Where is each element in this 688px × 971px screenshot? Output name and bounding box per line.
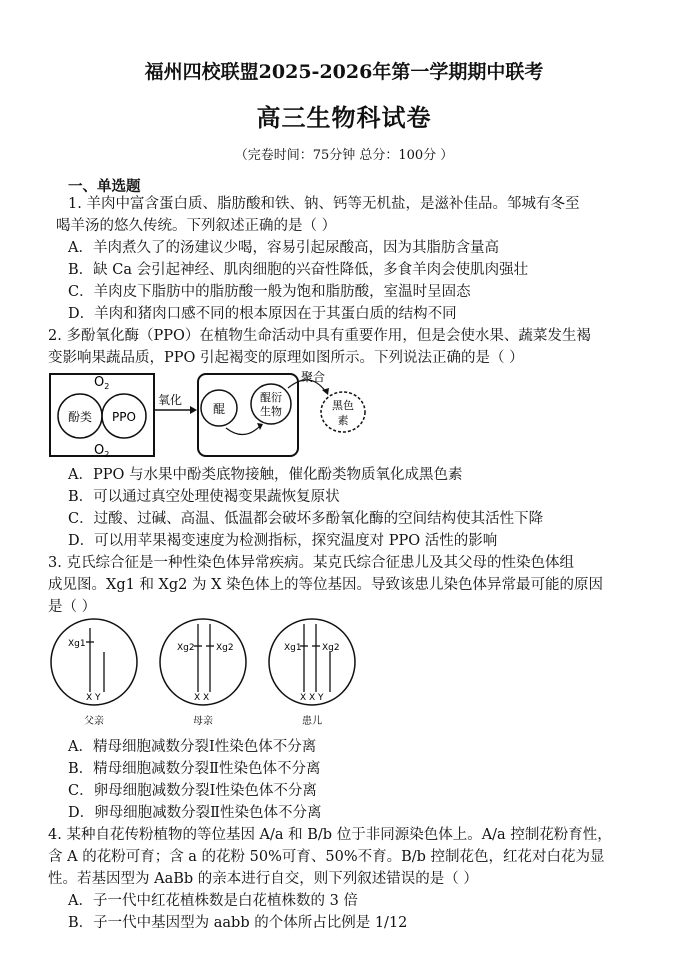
section-heading: 一、单选题 [68, 178, 141, 195]
oxidize-arrowhead [190, 406, 197, 414]
ppo-label: PPO [112, 410, 136, 424]
conversion-curve-arrow [226, 426, 260, 435]
father-sex-chromosomes: X Y [86, 693, 101, 703]
q2-stem-line2: 变影响果蔬品质，PPO 引起褐变的原理如图所示。下列说法正确的是（ ） [48, 350, 524, 366]
q2-option-a: A．PPO 与水果中酚类底物接触，催化酚类物质氧化成黑色素 [68, 467, 463, 483]
q3-option-b: B．精母细胞减数分裂Ⅱ性染色体不分离 [68, 761, 321, 777]
exam-meta: （完卷时间：75分钟 总分：100分 ） [234, 148, 454, 163]
exam-title: 福州四校联盟2025-2026年第一学期期中联考 [144, 61, 544, 83]
q1-option-a: A．羊肉煮久了的汤建议少喝，容易引起尿酸高，因为其脂肪含量高 [68, 240, 499, 256]
mother-caption: 母亲 [193, 716, 213, 727]
q3-option-d: D．卵母细胞减数分裂Ⅱ性染色体不分离 [68, 805, 322, 821]
ppo-browning-diagram [48, 368, 378, 464]
melanin-label-1: 黑色 [332, 399, 354, 412]
patient-sex-chromosomes: X X Y [300, 693, 324, 703]
q3-stem-line2: 成见图。Xg1 和 Xg2 为 X 染色体上的等位基因。导致该患儿染色体异常最可能的原因 [48, 577, 604, 593]
q4-stem-line3: 性。若基因型为 AaBb 的亲本进行自交，则下列叙述错误的是（ ） [48, 871, 478, 887]
mother-cell [160, 619, 246, 727]
q2-option-c: C．过酸、过碱、高温、低温都会破坏多酚氧化酶的空间结构使其活性下降 [68, 511, 544, 527]
melanin-label-2: 素 [337, 414, 349, 427]
patient-cell [269, 619, 355, 727]
q4-option-a: A．子一代中红花植株数是白花植株数的 3 倍 [68, 893, 358, 909]
q1-option-c: C．羊肉皮下脂肪中的脂肪酸一般为饱和脂肪酸，室温时呈固态 [68, 284, 471, 300]
patient-gene-right: Xg2 [322, 643, 340, 653]
mother-gene-right: Xg2 [216, 643, 234, 653]
quinone-derivative-circle [251, 384, 291, 424]
exam-subject: 高三生物科试卷 [256, 103, 432, 132]
patient-caption: 患儿 [302, 716, 322, 727]
q1-option-b: B．缺 Ca 会引起神经、肌肉细胞的兴奋性降低，多食羊肉会使肌肉强壮 [68, 262, 529, 278]
q1-option-d: D．羊肉和猪肉口感不同的根本原因在于其蛋白质的结构不同 [68, 306, 457, 322]
q4-stem-line2: 含 A 的花粉可育；含 a 的花粉 50%可育、50%不育。B/b 控制花色，红花对白花为显 [48, 849, 605, 865]
father-cell [51, 619, 137, 727]
q3-stem-line3: 是（ ） [48, 599, 97, 615]
q1-stem-line1: 1. 羊肉中富含蛋白质、脂肪酸和铁、钠、钙等无机盐，是滋补佳品。邹城有冬至 [68, 196, 580, 212]
conversion-arrowhead [257, 423, 263, 430]
q1-stem-line2: 喝羊汤的悠久传统。下列叙述正确的是（ ） [56, 218, 337, 234]
polymer-label: 聚合 [301, 370, 326, 384]
mother-sex-chromosomes: X X [194, 693, 210, 703]
quinone-derivative-label-1: 醌衍 [260, 391, 282, 404]
quinone-label: 醌 [212, 402, 226, 416]
q3-option-c: C．卵母细胞减数分裂Ⅰ性染色体不分离 [68, 783, 317, 799]
q2-option-b: B．可以通过真空处理使褐变果蔬恢复原状 [68, 489, 340, 505]
o2-bottom-label: $O_2$ [94, 443, 110, 459]
phenol-label: 酚类 [67, 410, 93, 424]
q2-option-d: D．可以用苹果褐变速度为检测指标，探究温度对 PPO 活性的影响 [68, 533, 498, 549]
q2-stem-line1: 2. 多酚氧化酶（PPO）在植物生命活动中具有重要作用，但是会使水果、蔬菜发生褐 [48, 328, 591, 344]
patient-gene-left: Xg1 [284, 643, 302, 653]
father-caption: 父亲 [84, 716, 104, 727]
q4-stem-line1: 4. 某种自花传粉植物的等位基因 A/a 和 B/b 位于非同源染色体上。A/a 控制花粉育性， [48, 827, 612, 843]
q4-option-b: B．子一代中基因型为 aabb 的个体所占比例是 1/12 [68, 915, 408, 931]
q3-stem-line1: 3. 克氏综合征是一种性染色体异常疾病。某克氏综合征患儿及其父母的性染色体组 [48, 555, 574, 571]
o2-top-label: $O_2$ [94, 375, 110, 391]
karyotype-figure [48, 614, 368, 734]
oxidize-label: 氧化 [158, 393, 183, 407]
q3-option-a: A．精母细胞减数分裂Ⅰ性染色体不分离 [68, 739, 317, 755]
quinone-derivative-label-2: 生物 [260, 405, 282, 418]
father-gene-left: Xg1 [68, 639, 86, 649]
mother-gene-left: Xg2 [177, 643, 195, 653]
